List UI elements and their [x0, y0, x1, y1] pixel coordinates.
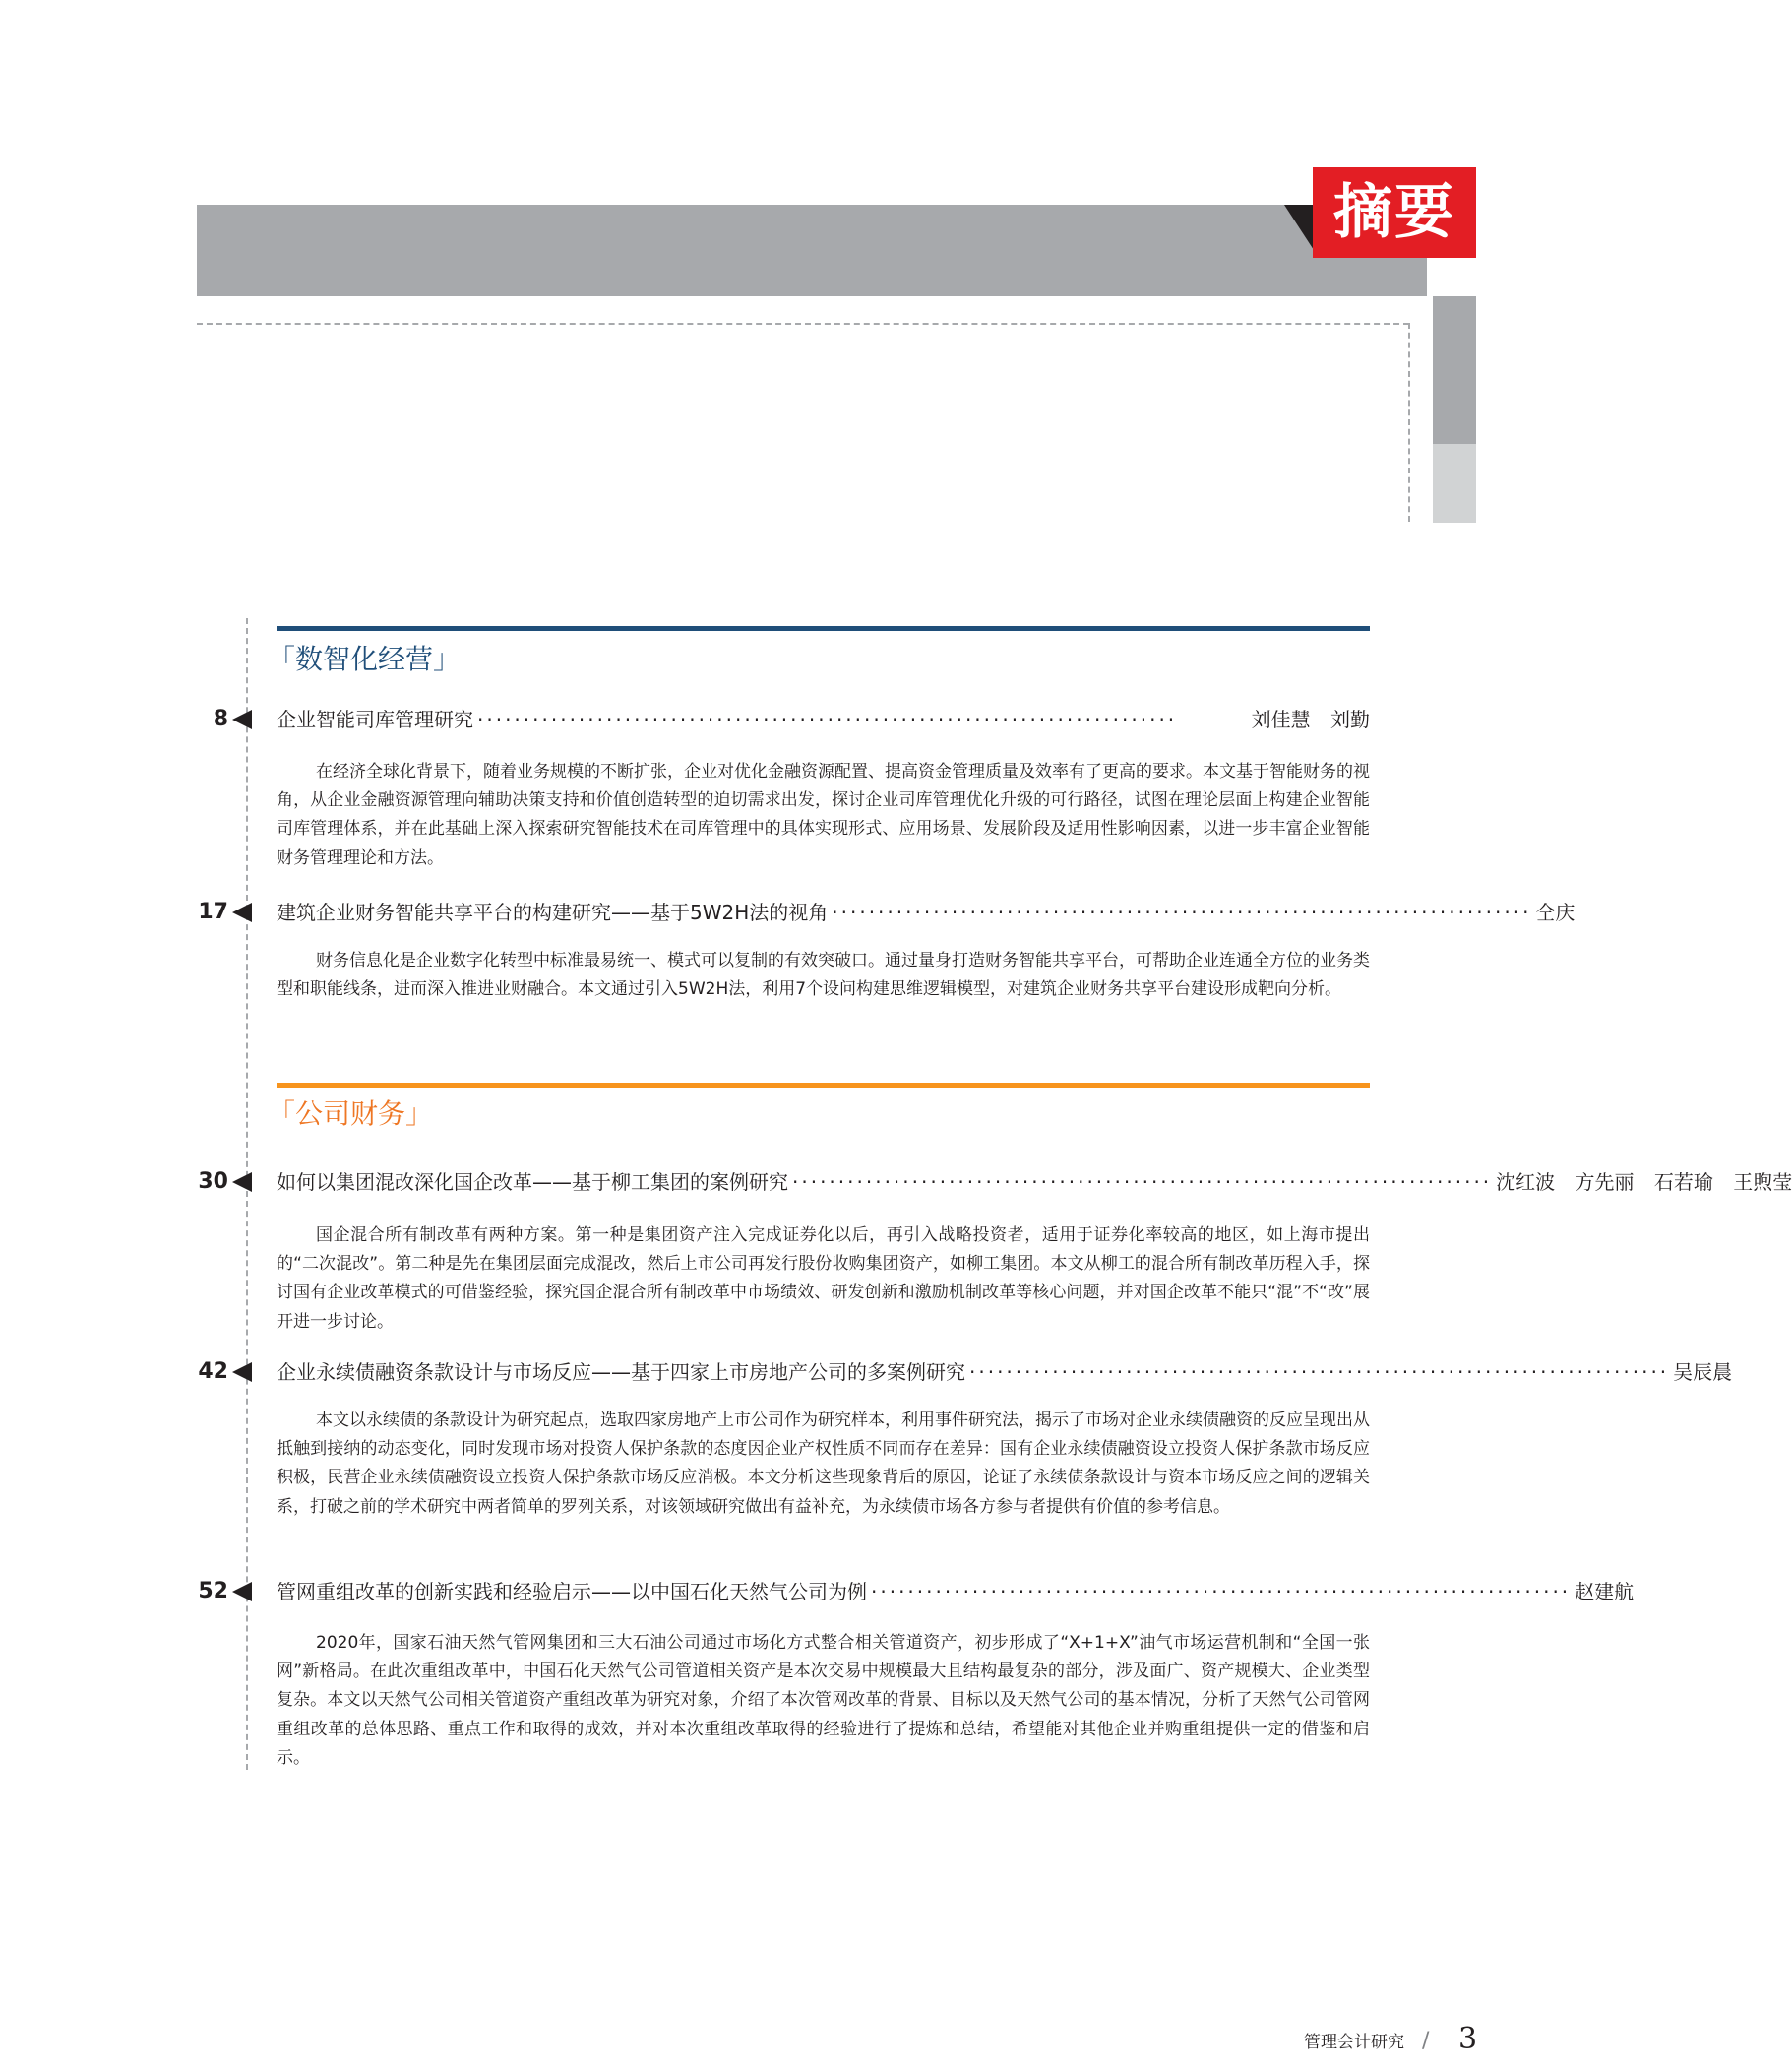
article-entry[interactable] — [277, 1572, 1635, 1611]
article-title[interactable]: 企业智能司库管理研究 — [277, 708, 473, 731]
article-title[interactable]: 管网重组改革的创新实践和经验启示——以中国石化天然气公司为例 — [277, 1580, 867, 1603]
article-abstract: 在经济全球化背景下，随着业务规模的不断扩张，企业对优化金融资源配置、提高资金管理质量及效率有了更高的要求。本文基于智能财务的视角，从企业金融资源管理向辅助决策支持和价值创造转型的迫切需求出发，探讨企业司库管理优化升级的可行路径，试图在理论层面上构建企业智能司库管理体系，并在此基础上深入探索研究智能技术在司库管理中的具体实现形式、应用场景、发展阶段及适用性影响因素，以进一步丰富企业智能财务管理理论和方法。 — [277, 762, 1370, 868]
pointer-triangle-icon — [232, 1582, 252, 1601]
article-authors: 沈红波 方先丽 石若瑜 王煦莹 — [1496, 1170, 1792, 1194]
pointer-triangle-icon — [232, 1172, 252, 1192]
leader-dots: ············································································ — [477, 708, 1178, 731]
section-title: 「公司财务」 — [268, 1098, 434, 1130]
leader-dots: ············································································ — [969, 1360, 1670, 1384]
article-title[interactable]: 如何以集团混改深化国企改革——基于柳工集团的案例研究 — [277, 1170, 788, 1194]
section-rule — [277, 626, 1370, 631]
header-notch — [1284, 205, 1314, 250]
article-entry[interactable] — [277, 893, 1576, 932]
leader-dots: ············································································ — [832, 901, 1532, 924]
article-abstract: 国企混合所有制改革有两种方案。第一种是集团资产注入完成证券化以后，再引入战略投资者，适用于证券化率较高的地区，如上海市提出的“二次混改”。第二种是先在集团层面完成混改，然后上市公司再发行股份收购集团资产，如柳工集团。本文从柳工的混合所有制改革历程入手，探讨国有企业改革模式的可借鉴经验，探究国企混合所有制改革中市场绩效、研发创新和激励机制改革等核心问题，并对国企改革不能只“混”不“改”展开进一步讨论。 — [277, 1225, 1370, 1332]
pointer-triangle-icon — [232, 1362, 252, 1382]
journal-name: 管理会计研究 — [1304, 2033, 1404, 2052]
dashed-divider-horizontal — [197, 323, 1409, 325]
article-entry[interactable] — [277, 1162, 1792, 1202]
leader-dots: ············································································ — [792, 1170, 1493, 1194]
article-title[interactable]: 建筑企业财务智能共享平台的构建研究——基于5W2H法的视角 — [277, 901, 829, 924]
dashed-divider-vertical — [1408, 323, 1410, 522]
header-band — [197, 205, 1427, 296]
page-number: 42 — [198, 1359, 228, 1384]
article-authors: 仝庆 — [1535, 901, 1576, 924]
page-number: 17 — [198, 900, 228, 924]
page-number: 8 — [213, 707, 228, 731]
pointer-triangle-icon — [232, 903, 252, 922]
pointer-triangle-icon — [232, 710, 252, 729]
article-authors: 刘佳慧 刘勤 — [1251, 708, 1370, 731]
article-abstract: 2020年，国家石油天然气管网集团和三大石油公司通过市场化方式整合相关管道资产，初步形成了“X+1+X”油气市场运营机制和“全国一张网”新格局。在此次重组改革中，中国石化天然气公司管道相关资产是本次交易中规模最大且结构最复杂的部分，涉及面广、资产规模大、企业类型复杂。本文以天然气公司相关管道资产重组改革为研究对象，介绍了本次管网改革的背景、目标以及天然气公司的基本情况，分析了天然气公司管网重组改革的总体思路、重点工作和取得的成效，并对本次重组改革取得的经验进行了提炼和总结，希望能对其他企业并购重组提供一定的借鉴和启示。 — [277, 1633, 1370, 1768]
leader-dots: ············································································ — [871, 1580, 1572, 1603]
article-authors: 赵建航 — [1575, 1580, 1635, 1603]
section-title: 「数智化经营」 — [268, 643, 462, 675]
footer-separator: / — [1422, 2029, 1430, 2053]
header-stem — [1433, 296, 1476, 444]
page-number: 52 — [198, 1579, 228, 1603]
article-entry[interactable] — [277, 1352, 1733, 1392]
folio-page-number: 3 — [1458, 2022, 1478, 2056]
article-abstract: 财务信息化是企业数字化转型中标准最易统一、模式可以复制的有效突破口。通过量身打造财务智能共享平台，可帮助企业连通全方位的业务类型和职能线条，进而深入推进业财融合。本文通过引入5W2H法，利用7个设问构建思维逻辑模型，对建筑企业财务共享平台建设形成靶向分析。 — [277, 951, 1370, 1000]
article-entry[interactable] — [277, 700, 1370, 739]
article-title[interactable]: 企业永续债融资条款设计与市场反应——基于四家上市房地产公司的多案例研究 — [277, 1360, 965, 1384]
page-number: 30 — [198, 1169, 228, 1194]
article-abstract: 本文以永续债的条款设计为研究起点，选取四家房地产上市公司作为研究样本，利用事件研究法，揭示了市场对企业永续债融资的反应呈现出从抵触到接纳的动态变化，同时发现市场对投资人保护条款的态度因企业产权性质不同而存在差异：国有企业永续债融资设立投资人保护条款市场反应积极，民营企业永续债融资设立投资人保护条款市场反应消极。本文分析这些现象背后的原因，论证了永续债条款设计与资本市场反应之间的逻辑关系，打破之前的学术研究中两者简单的罗列关系，对该领域研究做出有益补充，为永续债市场各方参与者提供有价值的参考信息。 — [277, 1411, 1370, 1517]
article-authors: 吴辰晨 — [1673, 1360, 1733, 1384]
header-label: 摘要 — [1313, 167, 1476, 258]
section-rule — [277, 1083, 1370, 1088]
header-stem-light — [1433, 444, 1476, 523]
